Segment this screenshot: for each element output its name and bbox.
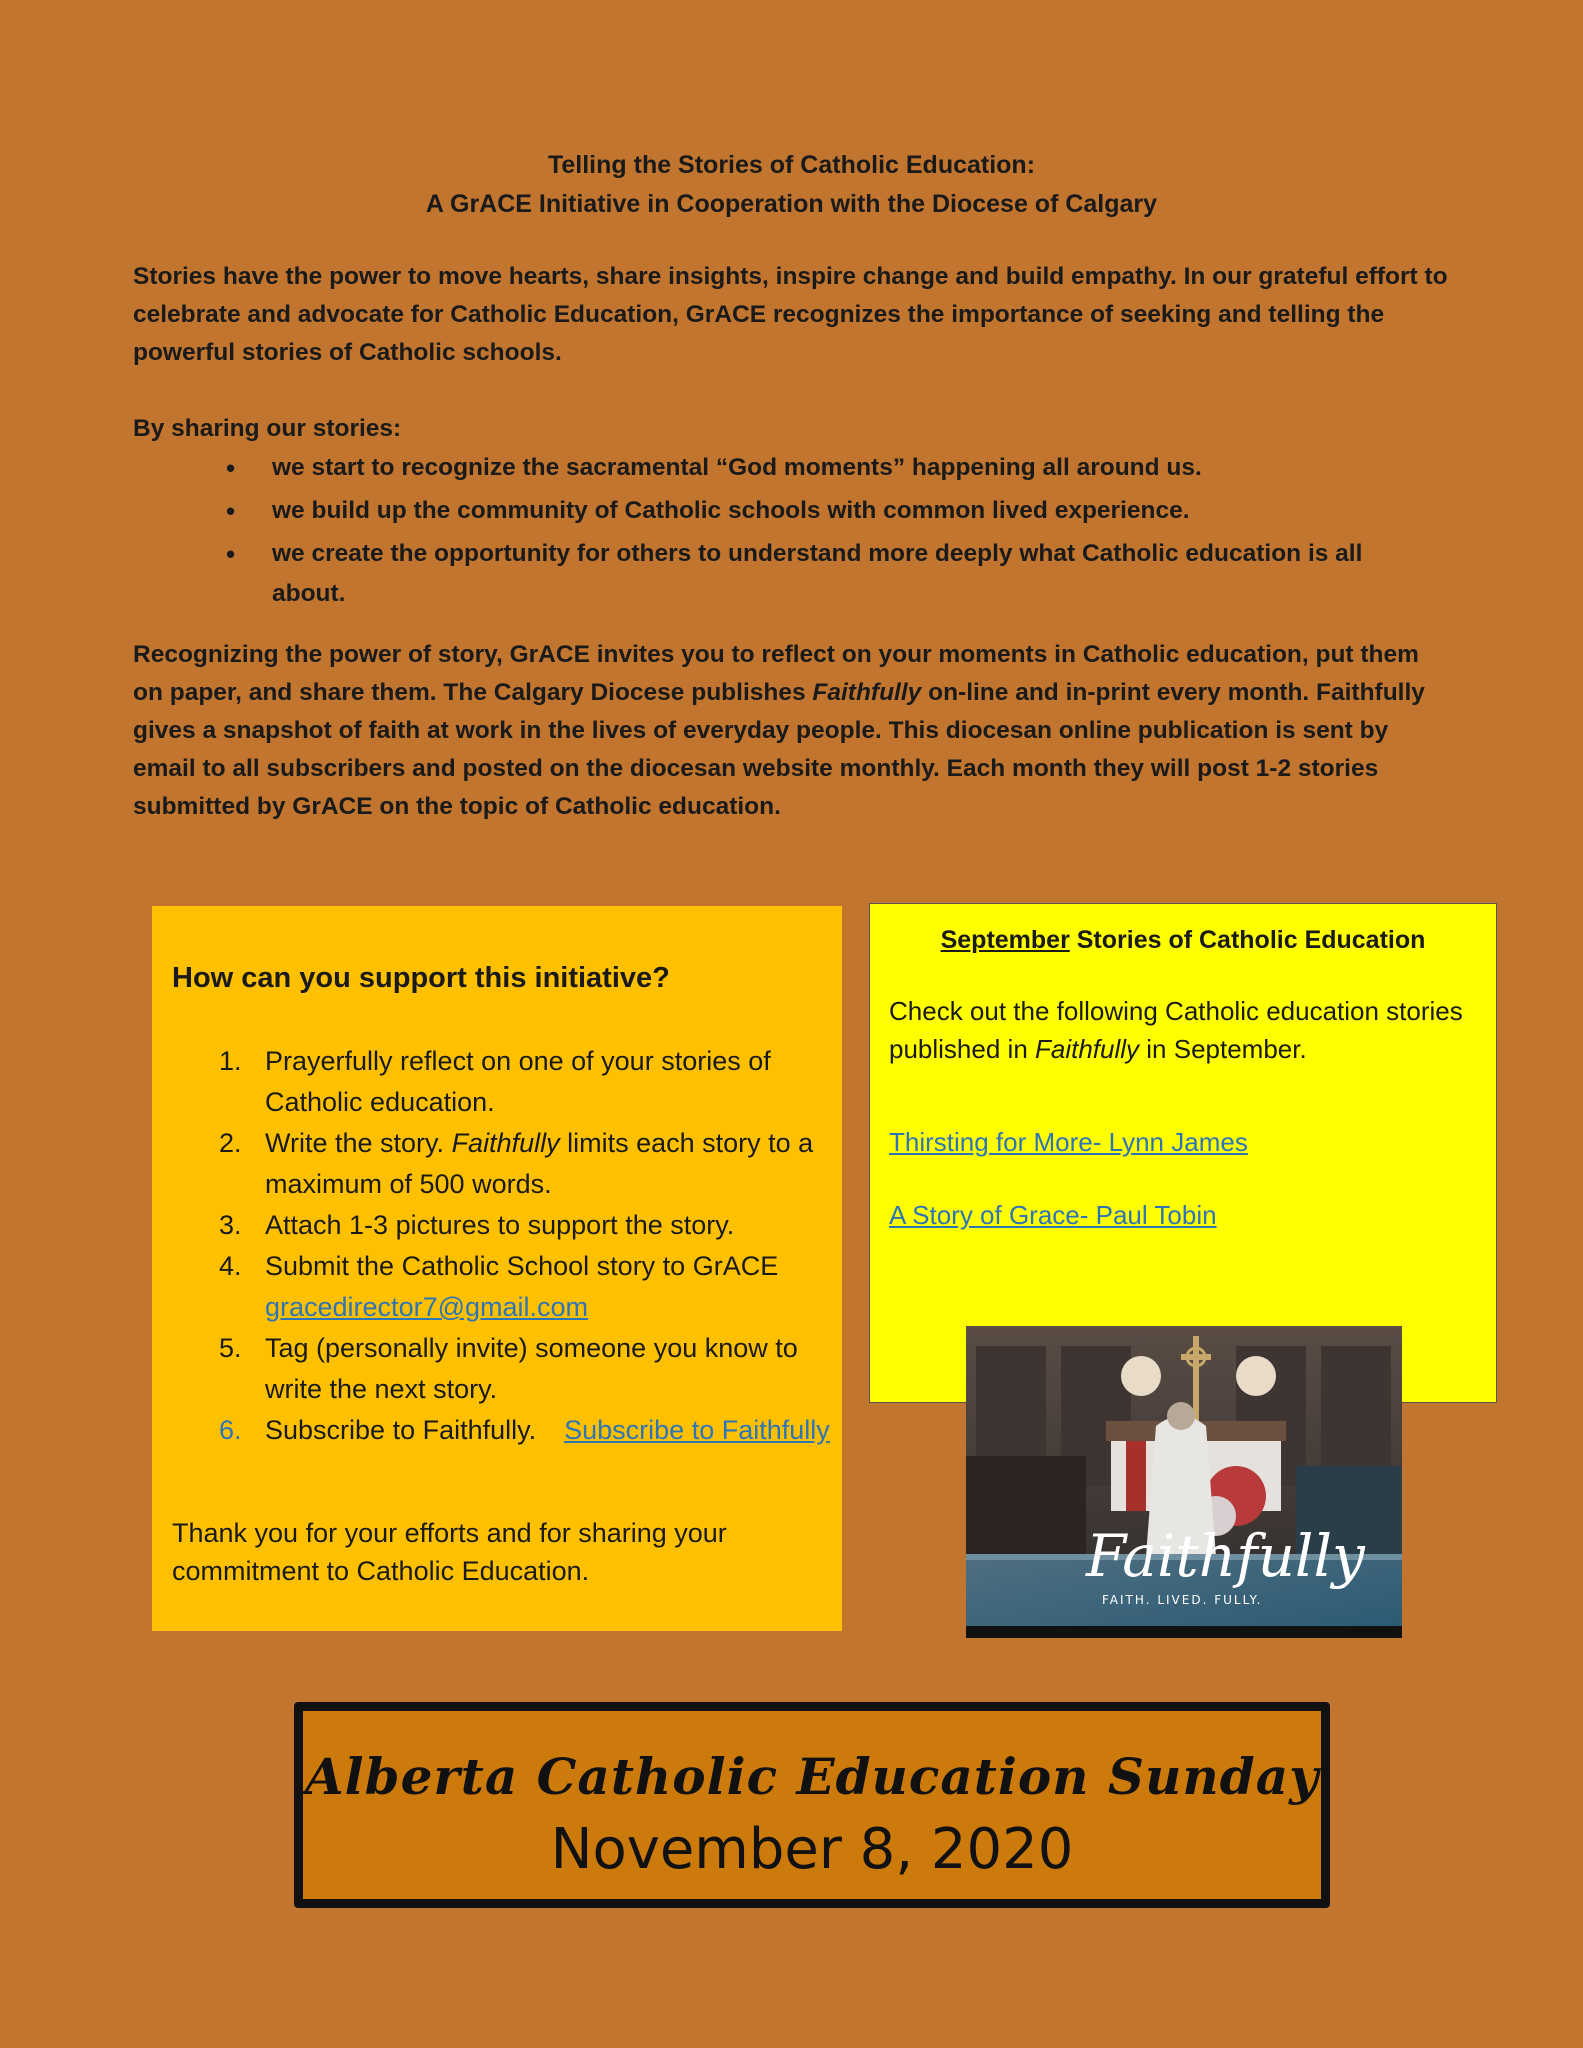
stories-intro-text: Check out the following Catholic education stories published in bbox=[889, 996, 1463, 1064]
banner-title: Alberta Catholic Education Sunday bbox=[304, 1747, 1320, 1806]
step-number: 1. bbox=[219, 1046, 242, 1076]
recognizing-paragraph bbox=[133, 636, 1453, 826]
step-text: Attach 1-3 pictures to support the story. bbox=[265, 1210, 735, 1240]
sharing-bullet-list bbox=[220, 448, 1420, 617]
banner-date: November 8, 2020 bbox=[550, 1817, 1074, 1882]
stories-heading bbox=[870, 924, 1496, 956]
stories-heading-rest: Stories of Catholic Education bbox=[1069, 926, 1426, 954]
list-item bbox=[152, 1123, 842, 1205]
recognizing-text-2: on-line and in-print every month. Faithfully gives a snapshot of faith at work in the lives of everyday people. This diocesan online publication is sent by email to all subscribers and posted on the diocesan website monthly. Each month they will post 1-2 stories submitted by GrACE on the topic of Catholic education. bbox=[133, 679, 1425, 820]
bullet-text: we build up the community of Catholic schools with common lived experience. bbox=[272, 497, 1190, 524]
title-line-2: A GrACE Initiative in Cooperation with the Diocese of Calgary bbox=[425, 190, 1158, 218]
sharing-label: By sharing our stories: bbox=[133, 415, 402, 442]
education-sunday-banner bbox=[294, 1702, 1330, 1908]
page-title bbox=[0, 146, 1583, 224]
step-text: Prayerfully reflect on one of your stories of Catholic education. bbox=[265, 1046, 771, 1117]
step-number: 5. bbox=[219, 1333, 242, 1363]
intro-paragraph: Stories have the power to move hearts, share insights, inspire change and build empathy. In our grateful effort to celebrate and advocate for Catholic Education, GrACE recognizes the importance of seeking and telling the powerful stories of Catholic schools. bbox=[133, 263, 1448, 366]
email-link[interactable]: gracedirector7@gmail.com bbox=[265, 1292, 589, 1322]
list-item bbox=[220, 448, 1420, 488]
bullet-icon: • bbox=[226, 453, 236, 483]
subscribe-link[interactable]: Subscribe to Faithfully bbox=[564, 1415, 830, 1445]
step-text: Write the story. bbox=[265, 1128, 452, 1158]
recognizing-text-1: Recognizing the power of story, GrACE invites you to reflect on your moments in Catholic education, put them on paper, and share them. The Calgary Diocese publishes bbox=[133, 641, 1419, 706]
stories-intro-italic: Faithfully bbox=[1035, 1034, 1140, 1064]
faithfully-script: Faithfully bbox=[1086, 1522, 1365, 1590]
step-number: 4. bbox=[219, 1251, 242, 1281]
faithfully-italic: Faithfully bbox=[812, 679, 922, 706]
story-link-paul-tobin[interactable]: A Story of Grace- Paul Tobin bbox=[889, 1200, 1217, 1230]
faithfully-tagline: FAITH. LIVED. FULLY. bbox=[1102, 1593, 1263, 1607]
list-item bbox=[152, 1041, 842, 1123]
step-number: 6. bbox=[219, 1415, 242, 1445]
support-steps-list bbox=[152, 1041, 842, 1451]
list-item bbox=[220, 534, 1420, 614]
step-text: Subscribe to Faithfully. bbox=[265, 1415, 537, 1445]
faithfully-illustration bbox=[966, 1326, 1402, 1634]
stories-intro-text-end: in September. bbox=[1139, 1034, 1307, 1064]
title-line-1: Telling the Stories of Catholic Education: bbox=[547, 151, 1036, 179]
list-item bbox=[152, 1205, 842, 1246]
step-text: Tag (personally invite) someone you know to write the next story. bbox=[265, 1333, 798, 1404]
step-text: limits each story to a maximum of 500 words. bbox=[265, 1128, 814, 1199]
thanks-text: Thank you for your efforts and for sharing your commitment to Catholic Education. bbox=[172, 1518, 727, 1586]
list-item bbox=[152, 1246, 842, 1328]
step-number: 3. bbox=[219, 1210, 242, 1240]
bullet-icon: • bbox=[226, 539, 236, 569]
support-heading: How can you support this initiative? bbox=[172, 962, 670, 994]
bullet-icon: • bbox=[226, 496, 236, 526]
list-item bbox=[220, 491, 1420, 531]
bullet-text: we create the opportunity for others to understand more deeply what Catholic education is all about. bbox=[272, 540, 1363, 607]
step-number: 2. bbox=[219, 1128, 242, 1158]
faithfully-image bbox=[966, 1326, 1402, 1634]
list-item bbox=[152, 1328, 842, 1410]
story-link-lynn-james[interactable]: Thirsting for More- Lynn James bbox=[889, 1127, 1248, 1157]
bullet-text: we start to recognize the sacramental “God moments” happening all around us. bbox=[272, 454, 1202, 481]
list-item bbox=[152, 1410, 842, 1451]
step-italic: Faithfully bbox=[451, 1128, 560, 1158]
stories-heading-month: September bbox=[940, 926, 1070, 954]
stories-intro bbox=[889, 992, 1479, 1068]
step-text: Submit the Catholic School story to GrACE bbox=[265, 1251, 779, 1281]
